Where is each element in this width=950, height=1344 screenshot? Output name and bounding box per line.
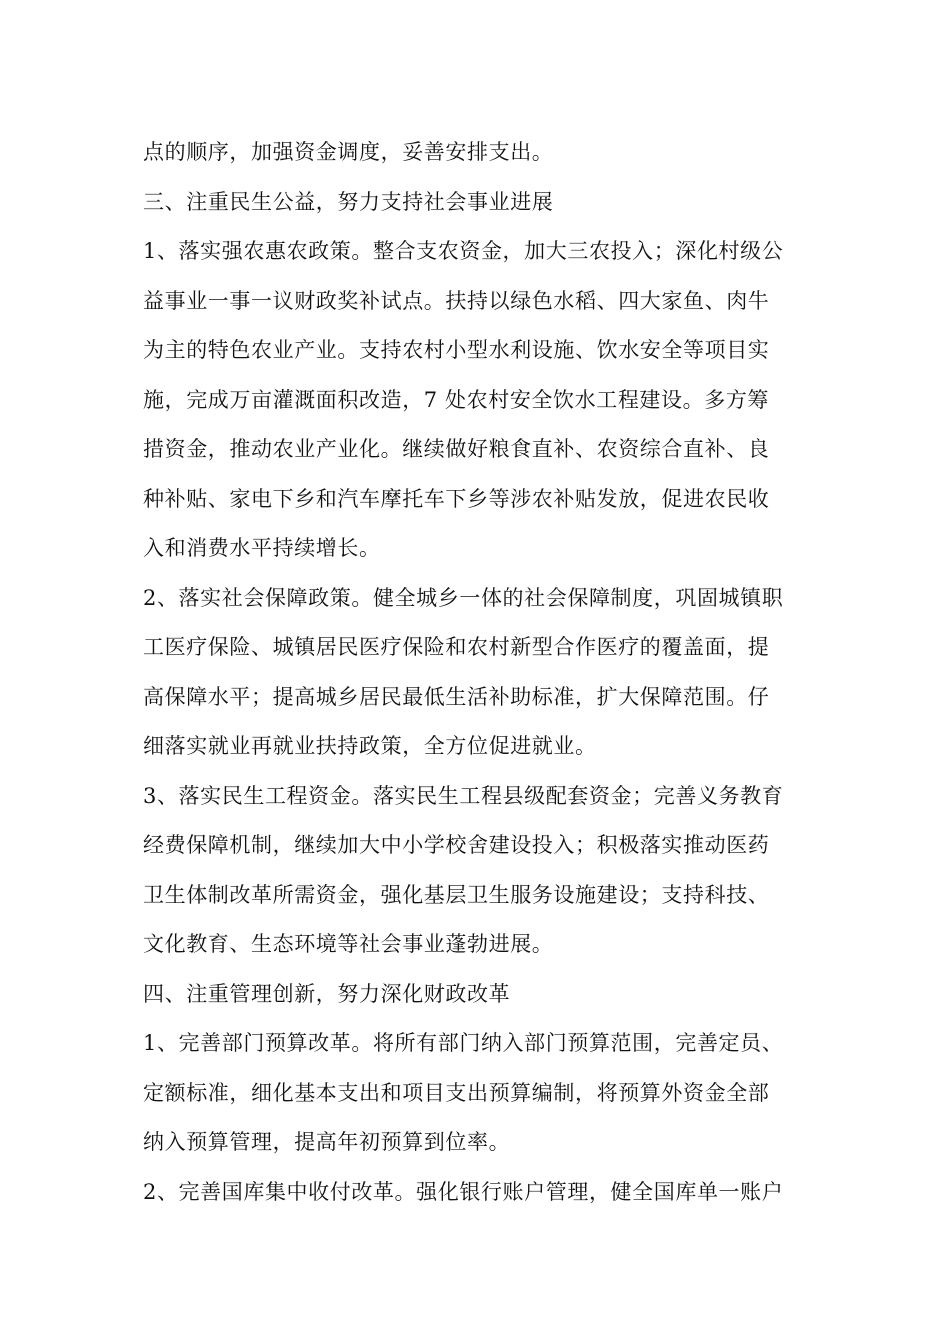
text-line: 纳入预算管理，提高年初预算到位率。	[143, 1130, 511, 1154]
section-heading: 三、注重民生公益，努力支持社会事业进展	[143, 189, 554, 214]
text-line: 种补贴、家电下乡和汽车摩托车下乡等涉农补贴发放，促进农民收	[143, 486, 770, 511]
text-line: 细落实就业再就业扶持政策，全方位促进就业。	[143, 734, 597, 758]
text-line: 益事业一事一议财政奖补试点。扶持以绿色水稻、四大家鱼、肉牛	[143, 288, 770, 313]
text-line: 点的顺序，加强资金调度，妥善安排支出。	[143, 140, 554, 164]
text-line: 3、落实民生工程资金。落实民生工程县级配套资金；完善义务教育	[143, 783, 784, 808]
text-line: 入和消费水平持续增长。	[143, 536, 381, 560]
text-line: 1、落实强农惠农政策。整合支农资金，加大三农投入；深化村级公	[143, 239, 784, 263]
text-line: 文化教育、生态环境等社会事业蓬勃进展。	[143, 932, 554, 956]
text-line: 卫生体制改革所需资金，强化基层卫生服务设施建设；支持科技、	[143, 882, 770, 907]
text-line: 工医疗保险、城镇居民医疗保险和农村新型合作医疗的覆盖面，提	[143, 635, 770, 659]
text-line: 定额标准，细化基本支出和项目支出预算编制，将预算外资金全部	[143, 1080, 770, 1105]
text-line: 施，完成万亩灌溉面积改造，7 处农村安全饮水工程建设。多方筹	[143, 387, 770, 412]
section-heading: 四、注重管理创新，努力深化财政改革	[143, 981, 511, 1006]
text-line: 措资金，推动农业产业化。继续做好粮食直补、农资综合直补、良	[143, 437, 770, 461]
text-line: 2、落实社会保障政策。健全城乡一体的社会保障制度，巩固城镇职	[143, 585, 784, 610]
text-line: 高保障水平；提高城乡居民最低生活补助标准，扩大保障范围。仔	[143, 684, 770, 709]
text-line: 经费保障机制，继续加大中小学校舍建设投入；积极落实推动医药	[143, 833, 770, 857]
text-line: 2、完善国库集中收付改革。强化银行账户管理，健全国库单一账户	[143, 1179, 784, 1204]
text-line: 1、完善部门预算改革。将所有部门纳入部门预算范围，完善定员、	[143, 1031, 784, 1055]
text-line: 为主的特色农业产业。支持农村小型水利设施、饮水安全等项目实	[143, 338, 770, 362]
